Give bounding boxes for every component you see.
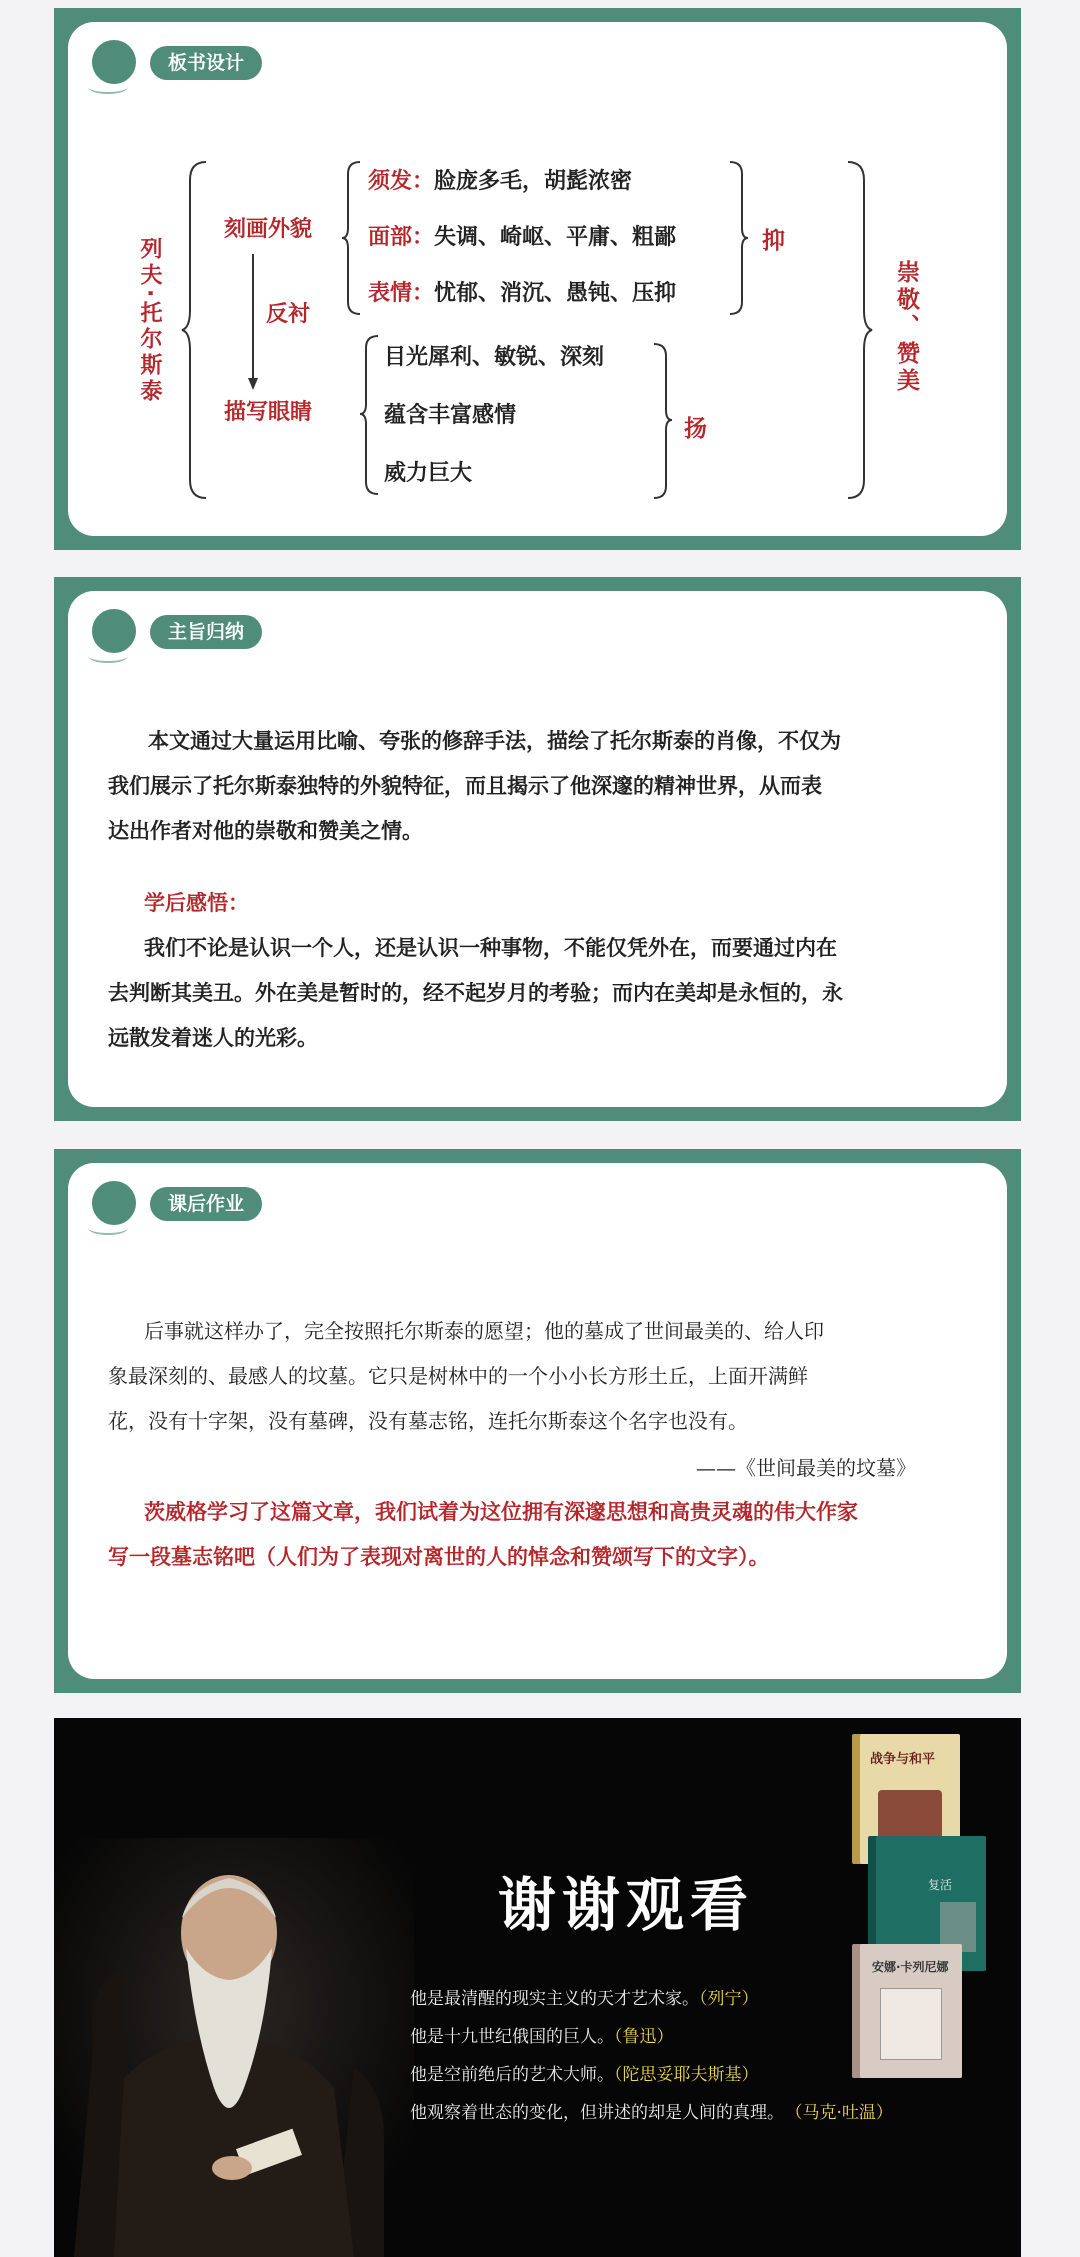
bottom-left-brace-icon xyxy=(358,334,380,496)
badge-swoosh-icon xyxy=(88,80,128,94)
eye-row-1: 目光犀利、敏锐、深刻 xyxy=(384,345,605,370)
book-3-cover-art xyxy=(880,1988,942,2060)
quote-3-author: （陀思妥耶夫斯基） xyxy=(614,2065,759,2085)
top-right-brace-icon xyxy=(728,160,750,316)
quote-line-3: 花，没有十字架，没有墓碑，没有墓志铭，连托尔斯泰这个名字也没有。 xyxy=(108,1409,748,1433)
right-brace-icon xyxy=(844,160,874,500)
quote-4-author: （马克·吐温） xyxy=(794,2103,893,2123)
thanks-slide xyxy=(54,1718,1021,2257)
board-design-slide xyxy=(54,8,1021,550)
bottom-right-brace-icon xyxy=(652,342,674,502)
conclusion-label: 崇敬、赞美 xyxy=(893,260,919,395)
thanks-title: 谢谢观看 xyxy=(498,1871,755,1939)
praise-label: 扬 xyxy=(684,416,707,442)
suppress-label: 抑 xyxy=(762,228,785,254)
badge-swoosh-icon xyxy=(88,1221,128,1235)
quote-row-2 xyxy=(410,2022,674,2047)
book-2-title: 复活 xyxy=(928,1878,953,1892)
expression-text: 忧郁、消沉、愚钝、压抑 xyxy=(434,281,677,306)
slide-card xyxy=(68,591,1007,1107)
slide-card xyxy=(68,1163,1007,1679)
hair-label: 须发： xyxy=(368,169,435,194)
reflection-line-2: 去判断其美丑。外在美是暂时的，经不起岁月的考验；而内在美却是永恒的，永 xyxy=(108,981,843,1005)
expression-label: 表情： xyxy=(368,281,435,306)
quote-4-text: 他观察着世态的变化，但讲述的却是人间的真理。 xyxy=(410,2103,784,2123)
quote-1-text: 他是最清醒的现实主义的天才艺术家。 xyxy=(410,1989,699,2009)
eye-row-2: 蕴含丰富感情 xyxy=(384,403,517,428)
badge-swoosh-icon xyxy=(88,649,128,663)
summary-line-3: 达出作者对他的崇敬和赞美之情。 xyxy=(108,819,423,843)
section-badge: 课后作业 xyxy=(150,1187,262,1221)
eyes-label: 描写眼睛 xyxy=(224,400,313,425)
summary-line-2: 我们展示了托尔斯泰独特的外貌特征，而且揭示了他深邃的精神世界，从而表 xyxy=(108,774,822,798)
task-line-1: 茨威格学习了这篇文章，我们试着为这位拥有深邃思想和高贵灵魂的伟大作家 xyxy=(144,1500,858,1524)
slide-card xyxy=(68,22,1007,536)
section-badge: 板书设计 xyxy=(150,46,262,80)
hair-text: 脸庞多毛，胡髭浓密 xyxy=(434,169,633,194)
quote-source: ——《世间最美的坟墓》 xyxy=(696,1456,916,1480)
quote-3-text: 他是空前绝后的艺术大师。 xyxy=(410,2065,614,2085)
hair-row xyxy=(368,164,632,195)
homework-slide xyxy=(54,1149,1021,1693)
quote-row-3 xyxy=(410,2060,759,2085)
quote-2-author: （鲁迅） xyxy=(614,2027,674,2047)
book-3-title: 安娜·卡列尼娜 xyxy=(872,1960,949,1974)
reflection-line-3: 远散发着迷人的光彩。 xyxy=(108,1026,318,1050)
face-label: 面部： xyxy=(368,225,435,250)
top-left-brace-icon xyxy=(340,160,362,316)
quote-line-1: 后事就这样办了，完全按照托尔斯泰的愿望；他的墓成了世间最美的、给人印 xyxy=(144,1319,824,1343)
task-line-2: 写一段墓志铭吧（人们为了表现对离世的人的悼念和赞颂写下的文字）。 xyxy=(108,1545,770,1569)
down-arrow-icon xyxy=(246,254,260,392)
badge-circle-icon xyxy=(92,40,136,84)
tolstoy-portrait-image xyxy=(54,1838,414,2257)
section-badge: 主旨归纳 xyxy=(150,615,262,649)
quote-1-author: （列宁） xyxy=(699,1989,759,2009)
theme-summary-slide xyxy=(54,577,1021,1121)
appearance-label: 刻画外貌 xyxy=(224,217,313,242)
book-anna-karenina xyxy=(860,1944,962,2078)
root-label: 列夫·托尔斯泰 xyxy=(137,237,162,406)
summary-line-1: 本文通过大量运用比喻、夸张的修辞手法，描绘了托尔斯泰的肖像，不仅为 xyxy=(148,729,841,753)
quote-line-2: 象最深刻的、最感人的坟墓。它只是树林中的一个小小长方形土丘，上面开满鲜 xyxy=(108,1364,808,1388)
left-brace-icon xyxy=(180,160,210,500)
book-1-title: 战争与和平 xyxy=(870,1752,936,1767)
reflection-line-1: 我们不论是认识一个人，还是认识一种事物，不能仅凭外在，而要通过内在 xyxy=(144,936,837,960)
quote-row-1 xyxy=(410,1984,759,2009)
expression-row xyxy=(368,276,676,307)
contrast-label: 反衬 xyxy=(266,302,311,327)
reflection-title: 学后感悟： xyxy=(144,891,249,915)
badge-circle-icon xyxy=(92,1181,136,1225)
eye-row-3: 威力巨大 xyxy=(384,461,473,486)
face-text: 失调、崎岖、平庸、粗鄙 xyxy=(434,225,677,250)
badge-circle-icon xyxy=(92,609,136,653)
face-row xyxy=(368,220,676,251)
quote-row-4 xyxy=(410,2098,893,2123)
quote-2-text: 他是十九世纪俄国的巨人。 xyxy=(410,2027,614,2047)
